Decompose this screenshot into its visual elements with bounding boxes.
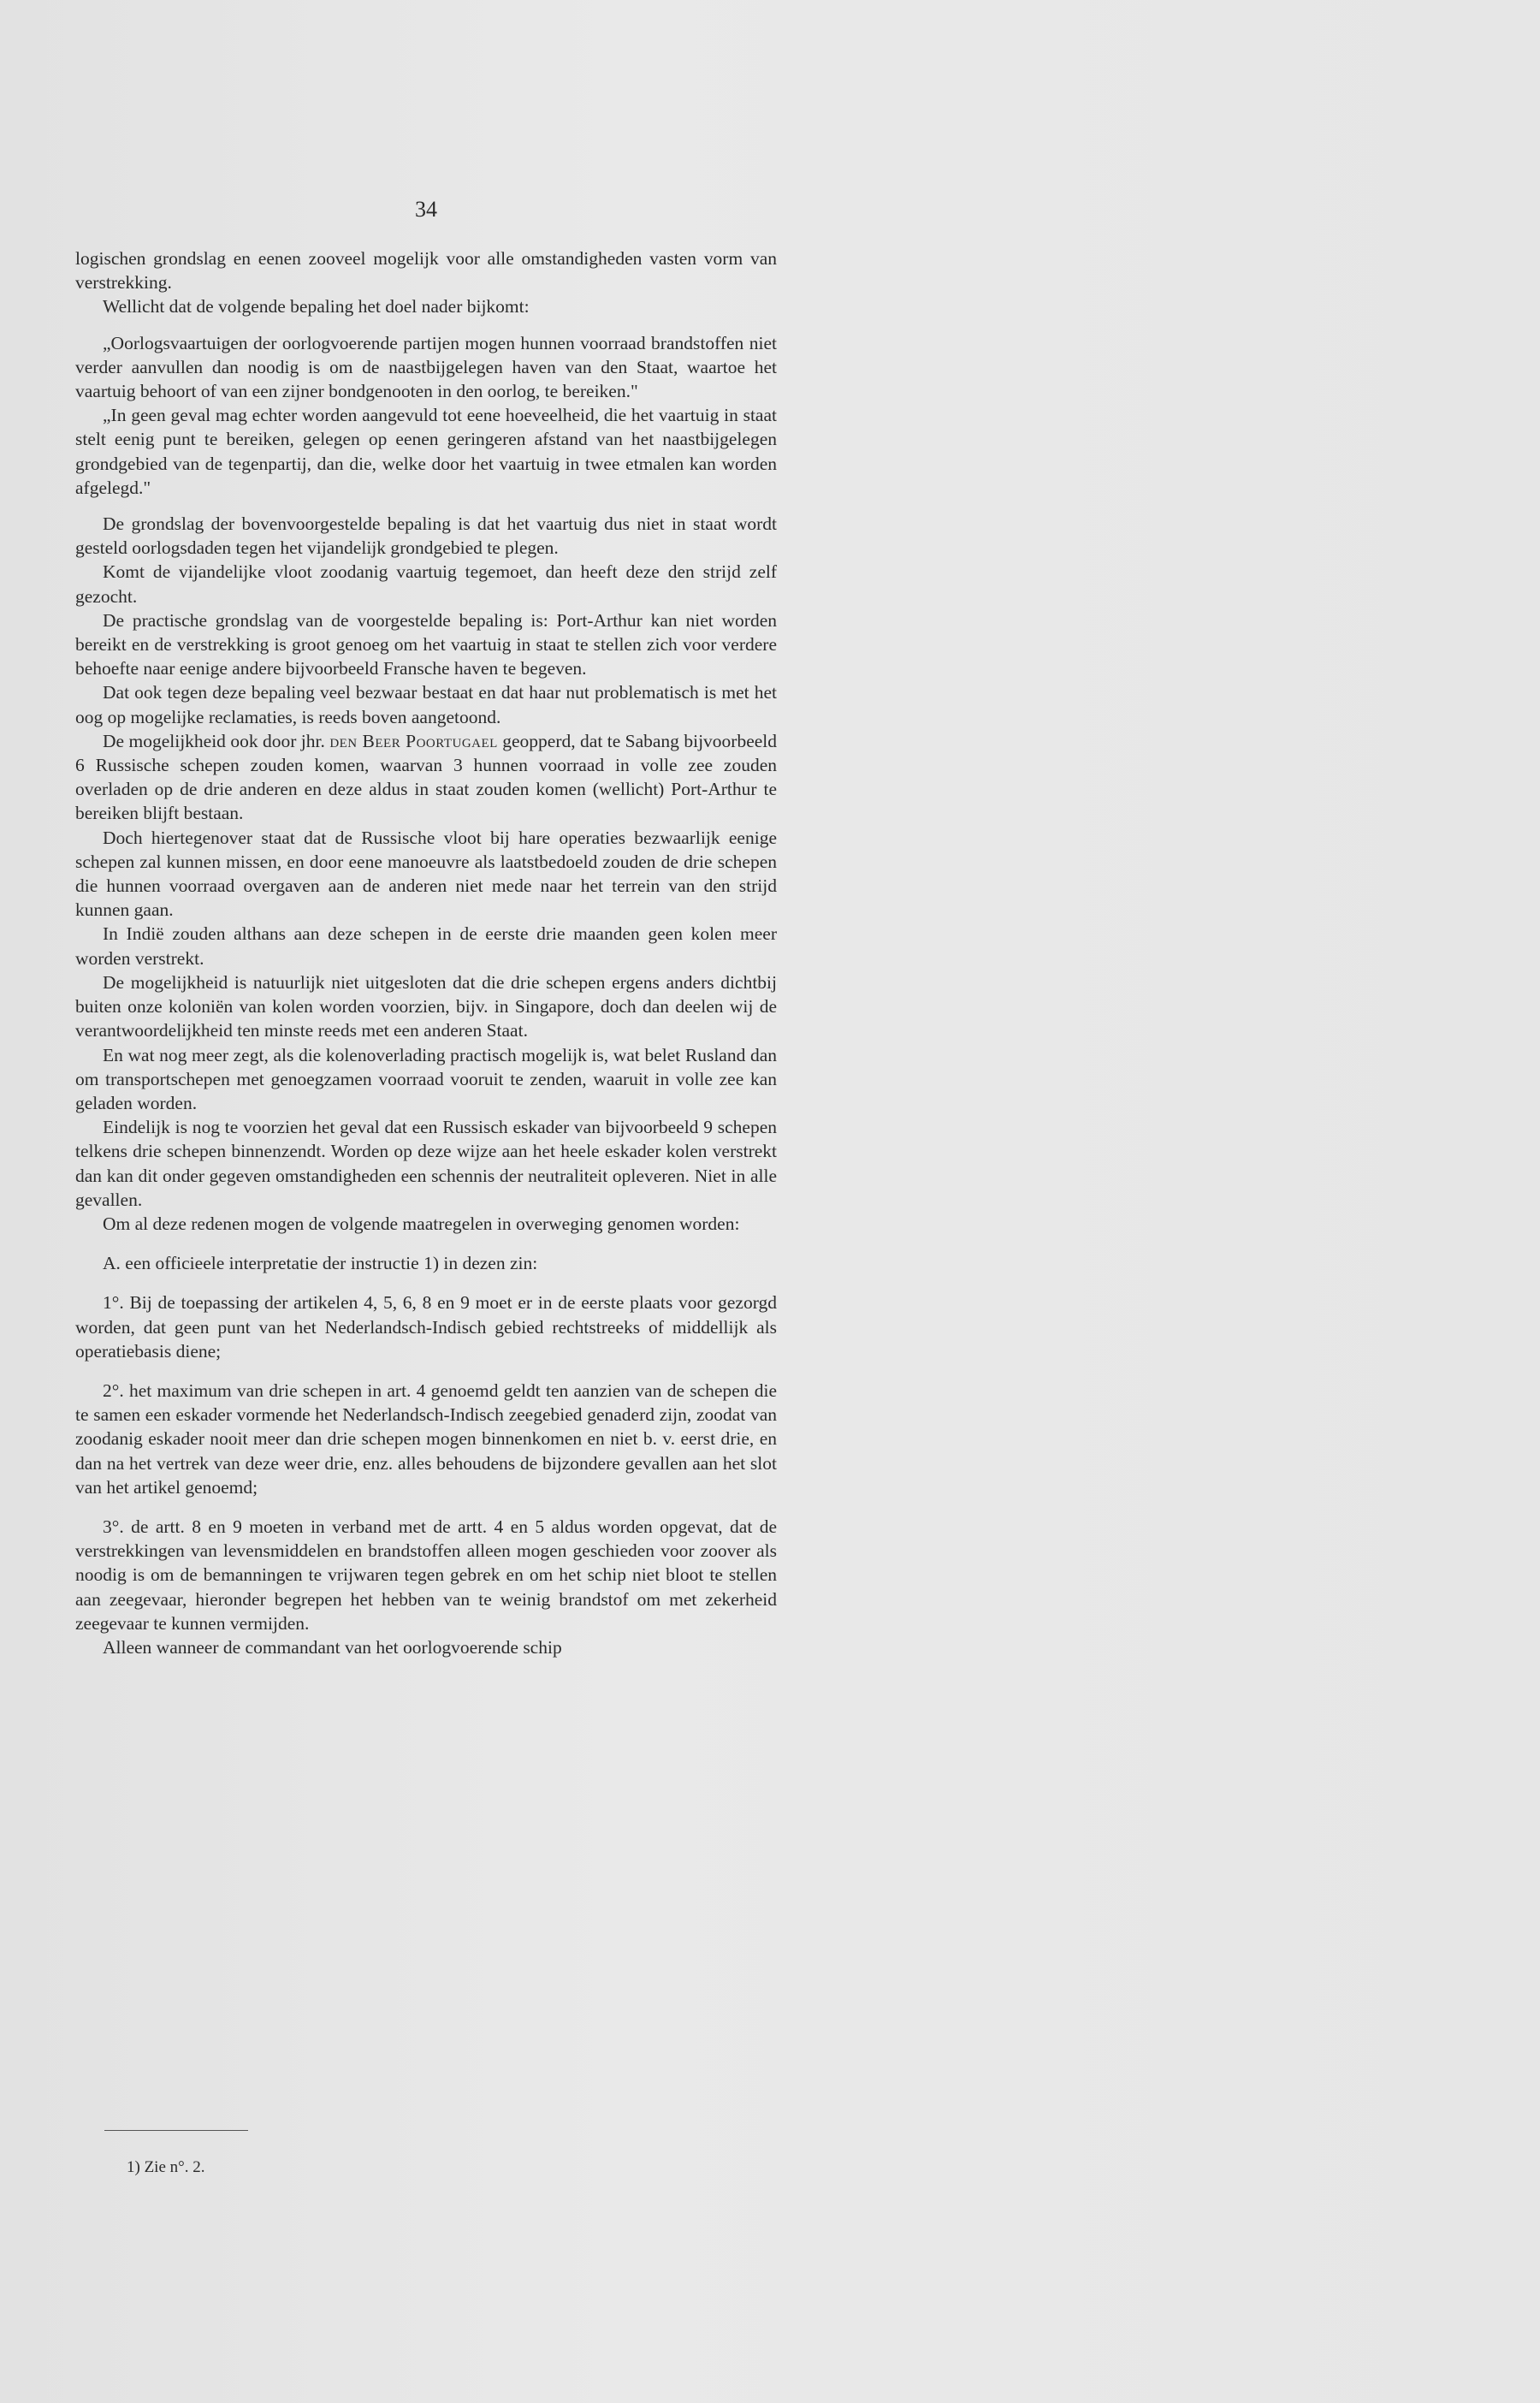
body-text <box>75 246 777 1659</box>
author-name: den Beer Poortugael <box>329 730 498 751</box>
paragraph: Wellicht dat de volgende bepaling het doel nader bijkomt: <box>103 296 530 317</box>
paragraph: Alleen wanneer de commandant van het oorlogvoerende schip <box>103 1636 562 1658</box>
paragraph: Om al deze redenen mogen de volgende maatregelen in overweging genomen worden: <box>103 1213 740 1234</box>
paragraph: Komt de vijandelijke vloot zoodanig vaartuig tegemoet, dan heeft deze den strijd zelf gezocht. <box>75 561 777 607</box>
measure-item-1: 1°. Bij de toepassing der artikelen 4, 5, 6, 8 en 9 moet er in de eerste plaats voor gezorgd worden, dat geen punt van het Nederlandsch-Indisch gebied rechtstreeks of middellijk als operatiebasis diene; <box>75 1292 777 1362</box>
quoted-paragraph: „In geen geval mag echter worden aangevuld tot eene hoeveelheid, die het vaartuig in staat stelt eenig punt te bereiken, gelegen op eenen geringeren afstand van het naastbijgelegen grondgebied van de tegenpartij, dan die, welke door het vaartuig in twee etmalen kan worden afgelegd." <box>75 405 777 498</box>
paragraph-part: geopperd, dat te Sabang bijvoorbeeld 6 Russische schepen zouden komen, waarvan 3 hunnen voorraad in volle zee zouden overladen op de drie anderen en deze aldus in staat zouden komen (wellicht) Port-Arthur te bereiken blijft bestaan. <box>75 730 778 824</box>
measure-item-3: 3°. de artt. 8 en 9 moeten in verband met de artt. 4 en 5 aldus worden opgevat, dat de verstrekkingen van levensmiddelen en brandstoffen alleen mogen geschieden voor zoover als noodig is om de bemanningen te vrijwaren tegen gebrek en om het schip niet bloot te stellen aan zeegevaar, hieronder begrepen het hebben van te weinig brandstof om met zekerheid zeegevaar te kunnen vermijden. <box>75 1516 777 1634</box>
footnote: 1) Zie n°. 2. <box>127 2158 205 2176</box>
paragraph: De mogelijkheid is natuurlijk niet uitgesloten dat die drie schepen ergens anders dichtbij buiten onze koloniën van kolen worden voorzien, bijv. in Singapore, doch dan deelen wij de verantwoordelijkheid ten minste reeds met een anderen Staat. <box>75 971 777 1041</box>
paragraph: Eindelijk is nog te voorzien het geval dat een Russisch eskader van bijvoorbeeld 9 schepen telkens drie schepen binnenzendt. Worden op deze wijze aan het heele eskader kolen verstrekt dan kan dit onder gegeven omstandigheden een schennis der neutraliteit opleveren. Niet in alle gevallen. <box>75 1117 777 1210</box>
paragraph: Doch hiertegenover staat dat de Russische vloot bij hare operaties bezwaarlijk eenige schepen zal kunnen missen, en door eene manoeuvre als laatstbedoeld zouden de drie schepen die hunnen voorraad overgaven aan de anderen niet mede naar het terrein van den strijd kunnen gaan. <box>75 827 777 921</box>
quoted-paragraph: „Oorlogsvaartuigen der oorlogvoerende partijen mogen hunnen voorraad brandstoffen niet verder aanvullen dan noodig is om de naastbijgelegen haven van den Staat, waartoe het vaartuig behoort of van een zijner bondgenooten in den oorlog, te bereiken." <box>75 332 777 402</box>
measure-item-2: 2°. het maximum van drie schepen in art. 4 genoemd geldt ten aanzien van de schepen die te samen een eskader vormende het Nederlandsch-Indisch zeegebied genaderd zijn, zoodat van zoodanig eskader nooit meer dan drie schepen mogen binnenkomen en niet b. v. eerst drie, en dan na het vertrek van deze weer drie, enz. alles behoudens de bijzondere gevallen aan het slot van het artikel genoemd; <box>75 1380 777 1498</box>
paragraph: De grondslag der bovenvoorgestelde bepaling is dat het vaartuig dus niet in staat wordt gesteld oorlogsdaden tegen het vijandelijk grondgebied te plegen. <box>75 513 777 559</box>
paragraph: Dat ook tegen deze bepaling veel bezwaar bestaat en dat haar nut problematisch is met het oog op mogelijke reclamaties, is reeds boven aangetoond. <box>75 682 777 727</box>
paragraph-part: De mogelijkheid ook door jhr. <box>103 730 325 751</box>
paragraph: In Indië zouden althans aan deze schepen in de eerste drie maanden geen kolen meer worden verstrekt. <box>75 923 777 969</box>
paragraph: De practische grondslag van de voorgestelde bepaling is: Port-Arthur kan niet worden bereikt en de verstrekking is groot genoeg om het vaartuig in staat te stellen zich voor verdere behoefte naar eenige andere bijvoorbeeld Fransche haven te begeven. <box>75 609 777 679</box>
paragraph: En wat nog meer zegt, als die kolenoverlading practisch mogelijk is, wat belet Rusland dan om transportschepen met genoegzamen voorraad vooruit te zenden, waaruit in volle zee kan geladen worden. <box>75 1044 777 1113</box>
page-number: 34 <box>415 197 437 222</box>
text-column <box>75 197 777 1659</box>
paragraph <box>75 729 777 826</box>
paragraph: logischen grondslag en eenen zooveel mogelijk voor alle omstandigheden vasten vorm van verstrekking. <box>75 248 777 294</box>
footnote-divider <box>104 2130 248 2131</box>
measure-heading: A. een officieele interpretatie der instructie 1) in dezen zin: <box>103 1253 538 1274</box>
